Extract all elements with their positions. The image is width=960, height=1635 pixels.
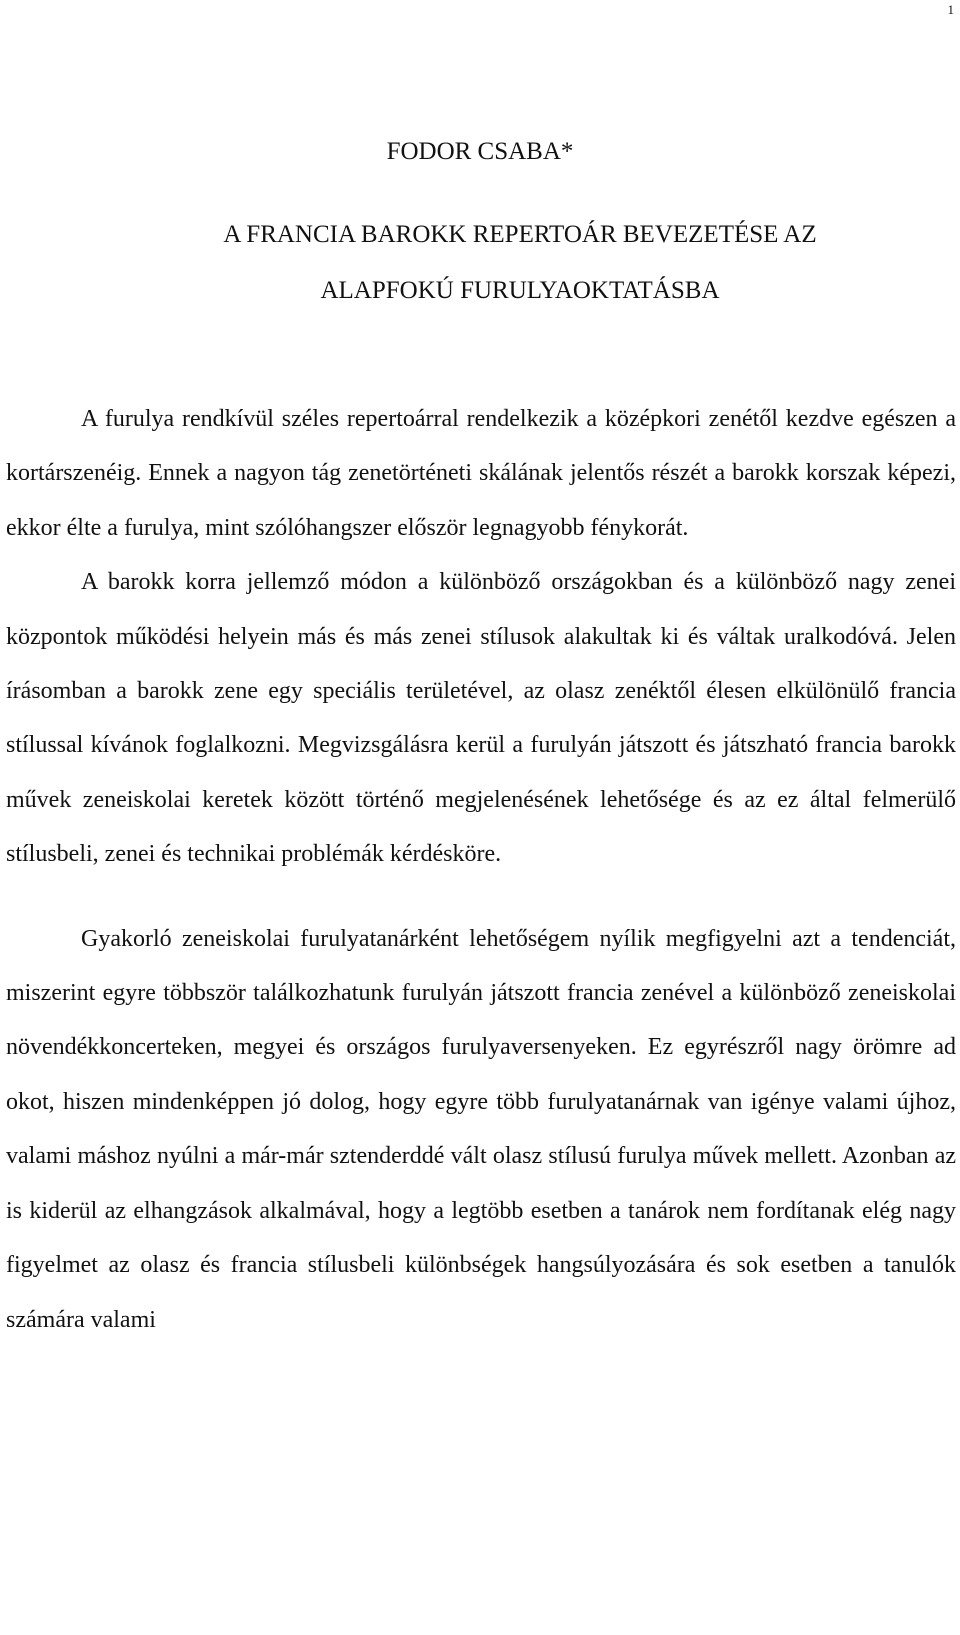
article-title [120, 207, 920, 319]
page-number: 1 [947, 2, 954, 17]
author-name: FODOR CSABA* [386, 138, 574, 165]
paragraph-baroque-styles: A barokk korra jellemző módon a különböző országokban és a különböző nagy zenei központok működési helyein más és más zenei stílusok alakultak ki és váltak uralkodóvá. Jelen írásomban a barokk zene egy speciális területével, az olasz zenéktől élesen elkülönülő francia stílussal kívánok foglalkozni. Megvizsgálásra kerül a furulyán játszott és játszható francia barokk művek zeneiskolai keretek között történő megjelenésének lehetősége és az ez által felmerülő stílusbeli, zenei és technikai problémák kérdésköre. [6, 569, 956, 868]
paragraph-intro: A furulya rendkívül széles repertoárral rendelkezik a középkori zenétől kezdve egészen a kortárszenéig. Ennek a nagyon tág zenetörténeti skálának jelentős részét a barokk korszak képezi, ekkor élte a furulya, mint szólóhangszer először legnagyobb fénykorát. [6, 406, 956, 541]
article-body [6, 392, 956, 1347]
article-title-line-2: ALAPFOKÚ FURULYAOKTATÁSBA [320, 277, 720, 304]
paragraph-teacher-experience: Gyakorló zeneiskolai furulyatanárként lehetőségem nyílik megfigyelni azt a tendenciát, miszerint egyre többször találkozhatunk furulyán játszott francia zenével a különböző zeneiskolai növendékkoncerteken, megyei és országos furulyaversenyeken. Ez egyrészről nagy örömre ad okot, hiszen mindenképpen jó dolog, hogy egyre több furulyatanárnak van igénye valami újhoz, valami máshoz nyúlni a már-már sztenderddé vált olasz stílusú furulya művek mellett. Azonban az is kiderül az elhangzások alkalmával, hogy a legtöbb esetben a tanárok nem fordítanak elég nagy figyelmet az olasz és francia stílusbeli különbségek hangsúlyozására és sok esetben a tanulók számára valami [6, 925, 956, 1333]
paragraph-spacer [6, 882, 956, 912]
article-title-line-1: A FRANCIA BAROKK REPERTOÁR BEVEZETÉSE AZ [223, 221, 817, 248]
